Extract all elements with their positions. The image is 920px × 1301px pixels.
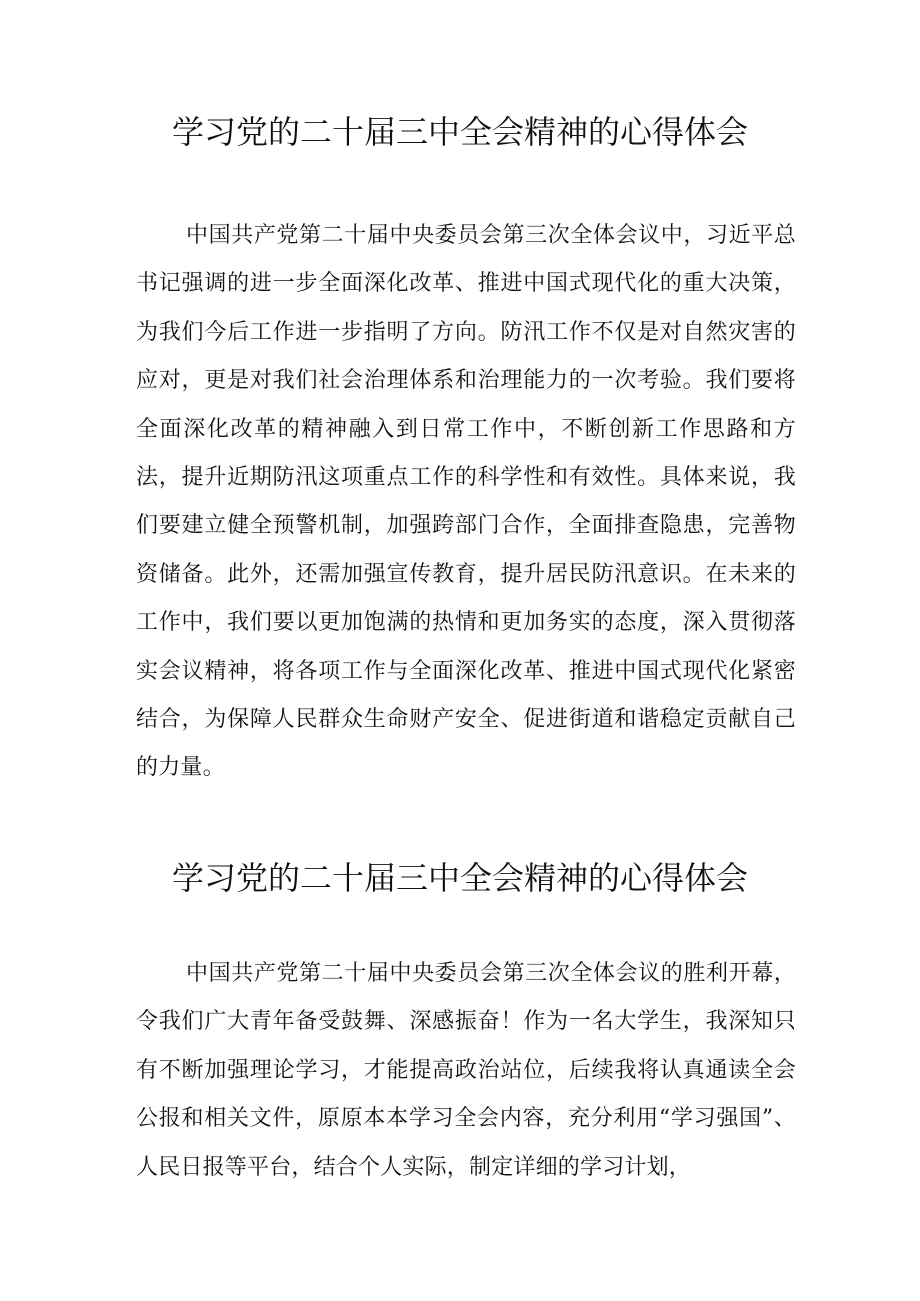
section-1-body: 中国共产党第二十届中央委员会第三次全体会议中，习近平总书记强调的进一步全面深化改革、推进中国式现代化的重大决策，为我们今后工作进一步指明了方向。防汛工作不仅是对自然灾害的应对，更是对我们社会治理体系和治理能力的一次考验。我们要将全面深化改革的精神融入到日常工作中，不断创新工作思路和方法，提升近期防汛这项重点工作的科学性和有效性。具体来说，我们要建立健全预警机制，加强跨部门合作，全面排查隐患，完善物资储备。此外，还需加强宣传教育，提升居民防汛意识。在未来的工作中，我们要以更加饱满的热情和更加务实的态度，深入贯彻落实会议精神，将各项工作与全面深化改革、推进中国式现代化紧密结合，为保障人民群众生命财产安全、促进街道和谐稳定贡献自己的力量。 [136,223,796,781]
section-2-title: 学习党的二十届三中全会精神的心得体会 [171,859,748,897]
section-2-body: 中国共产党第二十届中央委员会第三次全体会议的胜利开幕，令我们广大青年备受鼓舞、深感振奋！作为一名大学生，我深知只有不断加强理论学习，才能提高政治站位，后续我将认真通读全会公报和相关文件，原原本本学习全会内容，充分利用“学习强国”、人民日报等平台，结合个人实际，制定详细的学习计划， [136,961,796,1180]
section-1-title: 学习党的二十届三中全会精神的心得体会 [171,113,748,151]
